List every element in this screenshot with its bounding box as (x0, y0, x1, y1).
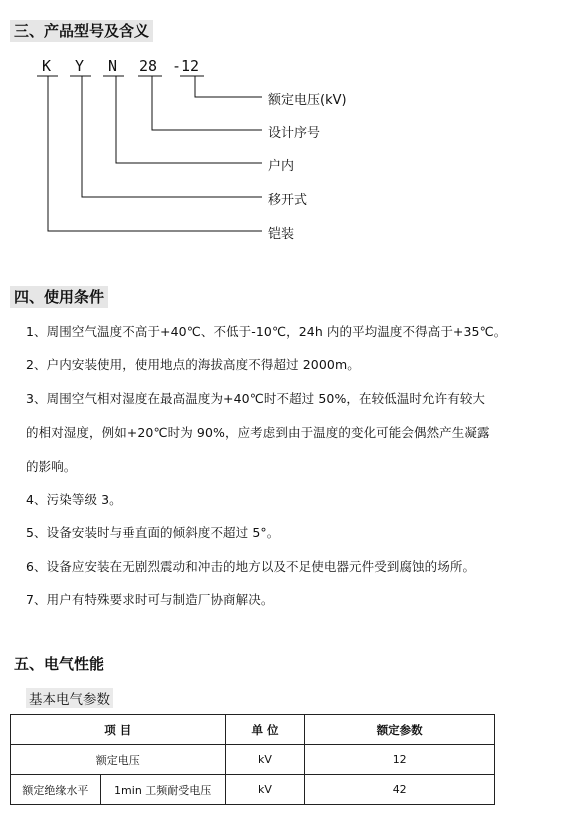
model-code-design: 28 (139, 57, 158, 75)
condition-item: 1、周围空气温度不高于+40℃、不低于-10℃，24h 内的平均温度不得高于+35℃。 (26, 324, 507, 339)
condition-item: 2、户内安装使用，使用地点的海拔高度不得超过 2000m。 (26, 357, 360, 372)
label-armored: 铠装 (268, 227, 295, 242)
cell-item: 额定电压 (11, 745, 226, 775)
label-rated-voltage: 额定电压(kV) (268, 93, 347, 108)
condition-item: 3、周围空气相对湿度在最高温度为+40℃时不超过 50%，在较低温时允许有较大 (26, 391, 486, 406)
model-code-voltage: -12 (172, 57, 200, 75)
condition-item: 6、设备应安装在无剧烈震动和冲击的地方以及不足使电器元件受到腐蚀的场所。 (26, 559, 476, 574)
condition-item-continued: 的相对湿度，例如+20℃时为 90%，应考虑到由于温度的变化可能会偶然产生凝露 (26, 425, 490, 440)
section-title-conditions: 四、使用条件 (10, 286, 108, 308)
cell-item: 1min 工频耐受电压 (100, 775, 225, 805)
condition-item: 4、污染等级 3。 (26, 492, 122, 507)
cell-unit: kV (225, 745, 305, 775)
table-header-row (11, 715, 495, 745)
table-row (11, 745, 495, 775)
model-code-k: K (42, 57, 52, 75)
model-code-n: N (108, 57, 118, 75)
electrical-parameters-table (10, 714, 495, 805)
section-title-model: 三、产品型号及含义 (10, 20, 153, 42)
model-code-y: Y (75, 57, 85, 75)
section-title-electrical: 五、电气性能 (14, 655, 105, 673)
table-row (11, 775, 495, 805)
condition-item-continued: 的影响。 (26, 459, 77, 474)
table-caption: 基本电气参数 (26, 688, 113, 708)
label-indoor: 户内 (268, 159, 295, 174)
label-design-number: 设计序号 (268, 126, 321, 141)
header-unit: 单 位 (225, 715, 305, 745)
cell-item-group: 额定绝缘水平 (11, 775, 101, 805)
header-rated-value: 额定参数 (305, 715, 495, 745)
condition-item: 7、用户有特殊要求时可与制造厂协商解决。 (26, 592, 274, 607)
condition-item: 5、设备安装时与垂直面的倾斜度不超过 5°。 (26, 525, 280, 540)
cell-value: 12 (305, 745, 495, 775)
label-withdrawable: 移开式 (268, 193, 308, 208)
cell-value: 42 (305, 775, 495, 805)
header-item: 项 目 (11, 715, 226, 745)
cell-unit: kV (225, 775, 305, 805)
